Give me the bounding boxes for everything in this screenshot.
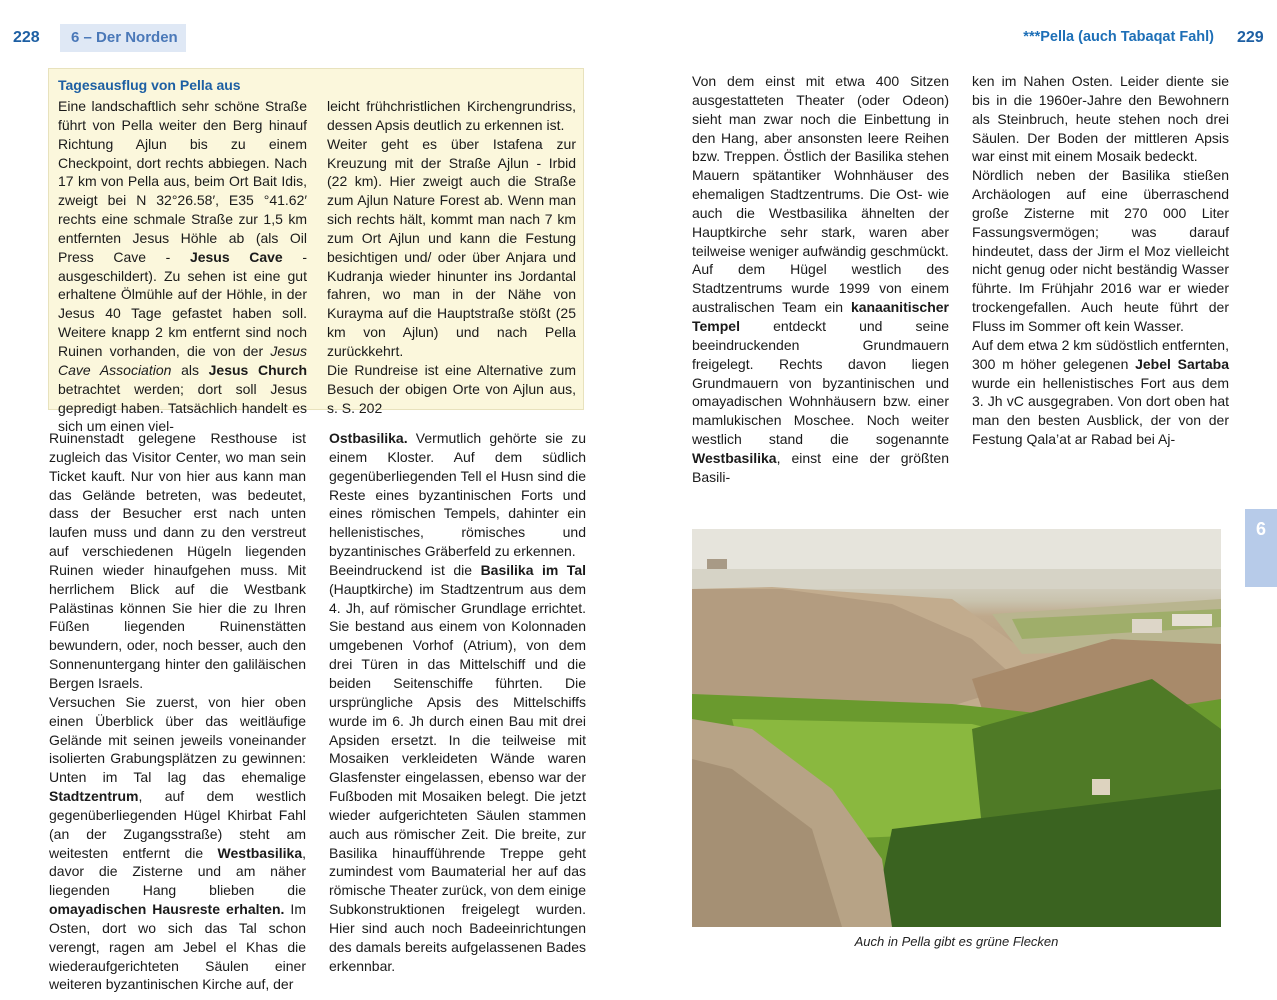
photo-caption: Auch in Pella gibt es grüne Flecken	[854, 934, 1059, 949]
body-column-2: Ostbasilika. Vermutlich gehörte sie zu einem Kloster. Auf dem südlich gegenüberliegenden Tell el Husn sind die Reste eines byzantinischen Forts und eines römischen Tempels, dahinter ein hellenistisches, römisches und byzantinisches Gräberfeld zu erkennen. Beeindruckend ist die Basilika im Tal (Hauptkirche) im Stadtzentrum aus dem 4. Jh, auf römischer Grundlage errichtet. Sie bestand aus einem von Kolonnaden umgebenen Vorhof (Atrium), von dem drei Türen in das Mittelschiff und die beiden Seitenschiffe führten. Die ursprüngliche Apsis des Mittelschiffs wurde im 6. Jh durch einen Bau mit drei Apsiden ersetzt. In die teilweise mit Mosaiken verkleideten Wände waren Glasfenster eingelassen, ebenso war der Fußboden mit Mosaiken belegt. Die jetzt wieder aufgerichteten Säulen stammen auch aus römischer Zeit. Die breite, zur Basilika hinaufführende Treppe geht zumindest vom Baumaterial her auf das römische Theater zurück, von dem einige Subkonstruktionen freigelegt wurden. Hier sind auch noch Badeeinrichtungen des damals bereits aufgelassenen Bades erkennbar.	[329, 430, 586, 974]
page-number-right: 229	[1237, 29, 1264, 46]
chapter-tab: 6 – Der Norden	[60, 24, 186, 52]
running-head: ***Pella (auch Tabaqat Fahl)	[1023, 29, 1214, 45]
infobox-col2: leicht frühchristlichen Kirchengrundriss, dessen Apsis deutlich zu erkennen ist. Weiter geht es über Istafena zur Kreuzung mit der Straße Ajlun - Irbid (22 km). Hier zweigt auch die Straße zum Ajlun Nature Forest ab. Wenn man sich rechts hält, kommt man nach 7 km zum Ort Ajlun und kann die Festung besichtigen und/ oder über Anjara und Kudranja wieder hinunter ins Jordantal fahren, wo man in der Nähe von Kurayma auf die Hauptstraße stößt (25 km von Ajlun) und nach Pella zurückkehrt. Die Rundreise ist eine Alternative zum Besuch der obigen Orte von Ajlun aus, s. S. 202	[327, 98, 576, 416]
body-column-4: ken im Nahen Osten. Leider diente sie bis in die 1960er-Jahre den Bewohnern als Steinbruch, heute stehen noch drei Säulen. Der Boden der mittleren Apsis war einst mit einem Mosaik bedeckt. Nördlich neben der Basilika stießen Archäologen auf eine überraschend große Zisterne mit 270 000 Liter Fassungsvermögen; was darauf hindeutet, dass der Jirm el Moz vielleicht nicht genug oder nicht beständig Wasser führte. Im Frühjahr 2016 war er wieder trockengefallen. Auch heute führt der Fluss im Sommer oft kein Wasser. Auf dem etwa 2 km südöstlich entfernten, 300 m höher gelegenen Jebel Sartaba wurde ein hellenistisches Fort aus dem 3. Jh vC ausgegraben. Von dort oben hat man den besten Ausblick, der von der Festung Qala’at ar Rabad bei Aj-	[972, 73, 1229, 448]
landscape-photo	[692, 529, 1221, 927]
body-column-1: Ruinenstadt gelegene Resthouse ist zugleich das Visitor Center, wo man sein Ticket kauft. Nur von hier aus kann man das Gelände betreten, was bedeutet, dass der Besucher erst nach unten laufen muss und dann zu den verstreut auf verschiedenen Hügeln liegenden Ruinen wieder hinaufgehen muss. Mit herrlichem Blick auf die Westbank Palästinas können Sie hier die zu Ihren Füßen liegenden Ruinenstätten bewundern, oder, noch besser, auch den Sonnenuntergang hinter den galiläischen Bergen Israels. Versuchen Sie zuerst, von hier oben einen Überblick über das weitläufige Gelände mit seinen jeweils voneinander isolierten Grabungsplätzen zu gewinnen: Unten im Tal lag das ehemalige Stadtzentrum, auf dem westlich gegenüberliegenden Hügel Khirbat Fahl (an der Zugangsstraße) steht am weitesten entfernt die Westbasilika, davor die Zisterne und am näher liegenden Hang blieben die omayadischen Hausreste erhalten. Im Osten, dort wo sich das Tal schon verengt, ragen am Jebel el Khas die wiederaufgerichteten Säulen einer weiteren byzantinischen Kirche auf, der	[49, 430, 306, 993]
page-number-left: 228	[13, 29, 40, 46]
chapter-side-tab: 6	[1245, 509, 1277, 587]
body-column-3: Von dem einst mit etwa 400 Sitzen ausgestatteten Theater (oder Odeon) sieht man zwar noch die Einbettung in den Hang, aber ansonsten leere Reihen bzw. Treppen. Östlich der Basilika stehen Mauern spätantiker Wohnhäuser des ehemaligen Stadtzentrums. Die Ost- wie auch die Westbasilika ähnelten der Hauptkirche sehr stark, waren aber teilweise weniger aufwändig geschmückt. Auf dem Hügel westlich des Stadtzentrums wurde 1999 von einem australischen Team ein kanaanitischer Tempel entdeckt und seine beeindruckenden Grundmauern freigelegt. Rechts davon liegen Grundmauern von byzantinischen und omayadischen Wohnhäusern bzw. einer mamlukischen Moschee. Noch weiter westlich stand die sogenannte Westbasilika, einst eine der größten Basili-	[692, 73, 949, 485]
infobox-title: Tagesausflug von Pella aus	[58, 77, 241, 93]
infobox	[48, 68, 584, 435]
photo-illustration	[692, 529, 1221, 927]
infobox-col1: Eine landschaftlich sehr schöne Straße führt von Pella weiter den Berg hinauf Richtung Ajlun bis zu einem Checkpoint, dort rechts abbiegen. Nach 17 km von Pella aus, beim Ort Bait Idis, zweigt bei N 32°26.58′, E35 °41.62′ rechts eine schmale Straße zur 1,5 km entfernten Jesus Höhle ab (als Oil Press Cave - Jesus Cave - ausgeschildert). Zu sehen ist eine gut erhaltene Ölmühle auf der Höhle, in der Jesus 40 Tage gefastet haben soll. Weitere knapp 2 km entfernt sind noch Ruinen vorhanden, die von der Jesus Cave Association als Jesus Church betrachtet werden; dort soll Jesus gepredigt haben. Tatsächlich handelt es sich um einen viel-	[58, 98, 307, 435]
